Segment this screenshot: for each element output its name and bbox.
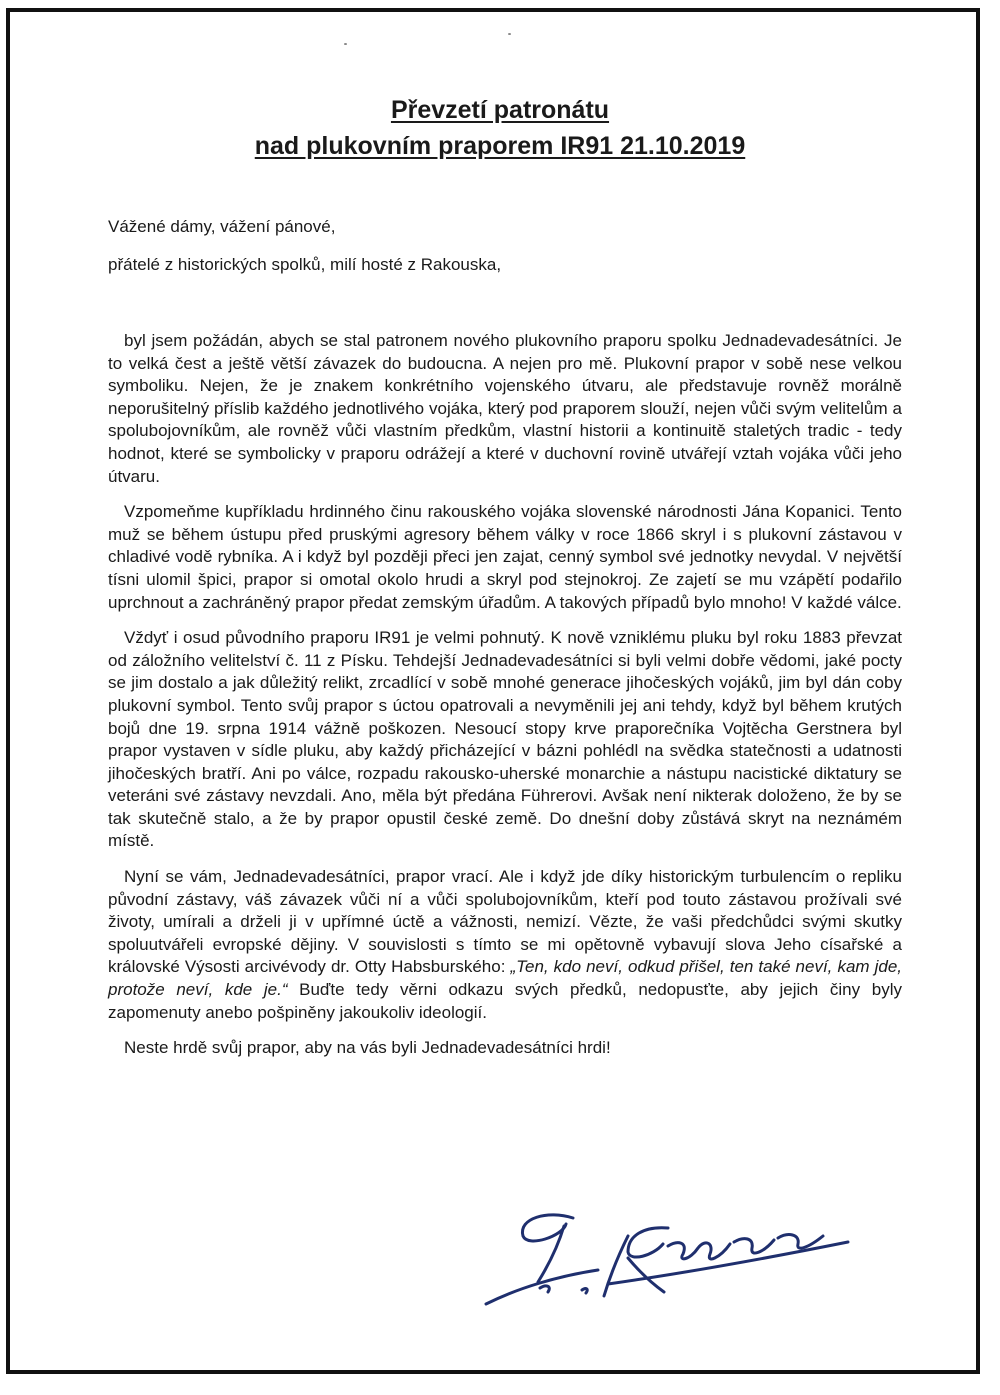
scan-speck xyxy=(508,33,511,35)
salutation-line-2: přátelé z historických spolků, milí hosté z Rakouska, xyxy=(108,255,502,274)
paragraph-4-text: Nyní se vám, Jednadevadesátníci, prapor vrací. Ale i když jde díky historickým turbulencím o repliku původní zástavy, váš závazek vůči ní a vůči spolubojovníkům, kteří pod touto zástavou prožívali své životy, umírali a drželi ji v upřímné úctě a vážnosti, nemizí. Vězte, že vaši předchůdci svými skutky spoluutvářeli evropské dějiny. V souvislosti s tímto se mi opětovně vybavují slova Jeho císařské a královské Výsosti arcivévody dr. Otty Habsburského: xyxy=(108,867,902,977)
paragraph-4-closing: Buďte tedy věrni odkazu svých předků, nedopusťte, aby jejich činy byly zapomenuty anebo pošpiněny jakoukoliv ideologií. xyxy=(108,980,902,1022)
closing-line: Neste hrdě svůj prapor, aby na vás byli Jednadevadesátníci hrdi! xyxy=(124,1038,611,1058)
letter-body xyxy=(108,330,902,1073)
scan-speck xyxy=(344,43,347,45)
title-line-1: Převzetí patronátu xyxy=(390,96,610,124)
paragraph-4 xyxy=(108,866,902,1024)
paragraph-3: Vždyť i osud původního praporu IR91 je velmi pohnutý. K nově vzniklému pluku byl roku 1883 převzat od záložního velitelství č. 11 z Písku. Tehdejší Jednadevadesátníci si byli velmi dobře vědomi, jaké pocty se jim dostalo a jak důležitý relikt, zrcadlící v sobě mnohé generace jihočeských vojáků, jim byl dán coby plukovní symbol. Tento svůj prapor s úctou opatrovali a nevyměnili jej ani tehdy, když byl během krutých bojů dne 19. srpna 1914 vážně poškozen. Nesoucí stopy krve praporečníka Vojtěcha Gerstnera byl prapor vystaven v sídle pluku, aby každý přicházející v bázni pohlédl na svědka statečnosti a udatnosti jihočeských bratří. Ani po válce, rozpadu rakousko-uherské monarchie a nástupu nacistické diktatury se veteráni své zástavy nevzdali. Ano, měla být předána Führerovi. Avšak není nikterak doloženo, že by se tak skutečně stalo, a že by prapor opustil české země. Do dnešní doby zůstává skryt na neznámém místě. xyxy=(108,628,902,851)
habsburg-quote: „Ten, kdo neví, odkud přišel, ten také neví, kam jde, protože neví, kde je.“ xyxy=(108,957,903,1000)
salutation-line-1: Vážené dámy, vážení pánové, xyxy=(108,217,336,236)
document-title xyxy=(0,92,1000,164)
paragraph-1: byl jsem požádán, abych se stal patronem nového plukovního praporu spolku Jednadevadesátníci. Je to velká čest a ještě větší závazek do budoucna. A nejen pro mě. Plukovní prapor v sobě nese velkou symboliku. Nejen, že je znakem konkrétního vojenského útvaru, ale představuje rovněž morálně neporušitelný příslib každého jednotlivého vojáka, který pod praporem slouží, nejen vůči svým velitelům a spolubojovníkům, ale rovněž vůči vlastním předkům, vlastní historii a kontinuitě staletých tradic - tedy hodnot, které se symbolicky v praporu odrážejí a které v duchovní rovině utvářejí vztah vojáka vůči jeho útvaru. xyxy=(108,331,902,486)
title-line-2: nad plukovním praporem IR91 21.10.2019 xyxy=(254,132,746,160)
paragraph-2: Vzpomeňme kupříkladu hrdinného činu rakouského vojáka slovenské národnosti Jána Kopanici. Tento muž se během ústupu před pruskými agresory během války v roce 1866 skryl i s plukovní zástavou v chladivé vodě rybníka. A i když byl později přeci jen zajat, cenný symbol své jednotky nevydal. V největší tísni ulomil špici, prapor si omotal okolo hrudi a skryl pod stejnokroj. Ze zajetí se mu vzápětí podařilo uprchnout a zachráněný prapor předat zemským úřadům. A takových případů bylo mnoho! V každé válce. xyxy=(108,502,902,612)
signature-image xyxy=(478,1196,858,1316)
